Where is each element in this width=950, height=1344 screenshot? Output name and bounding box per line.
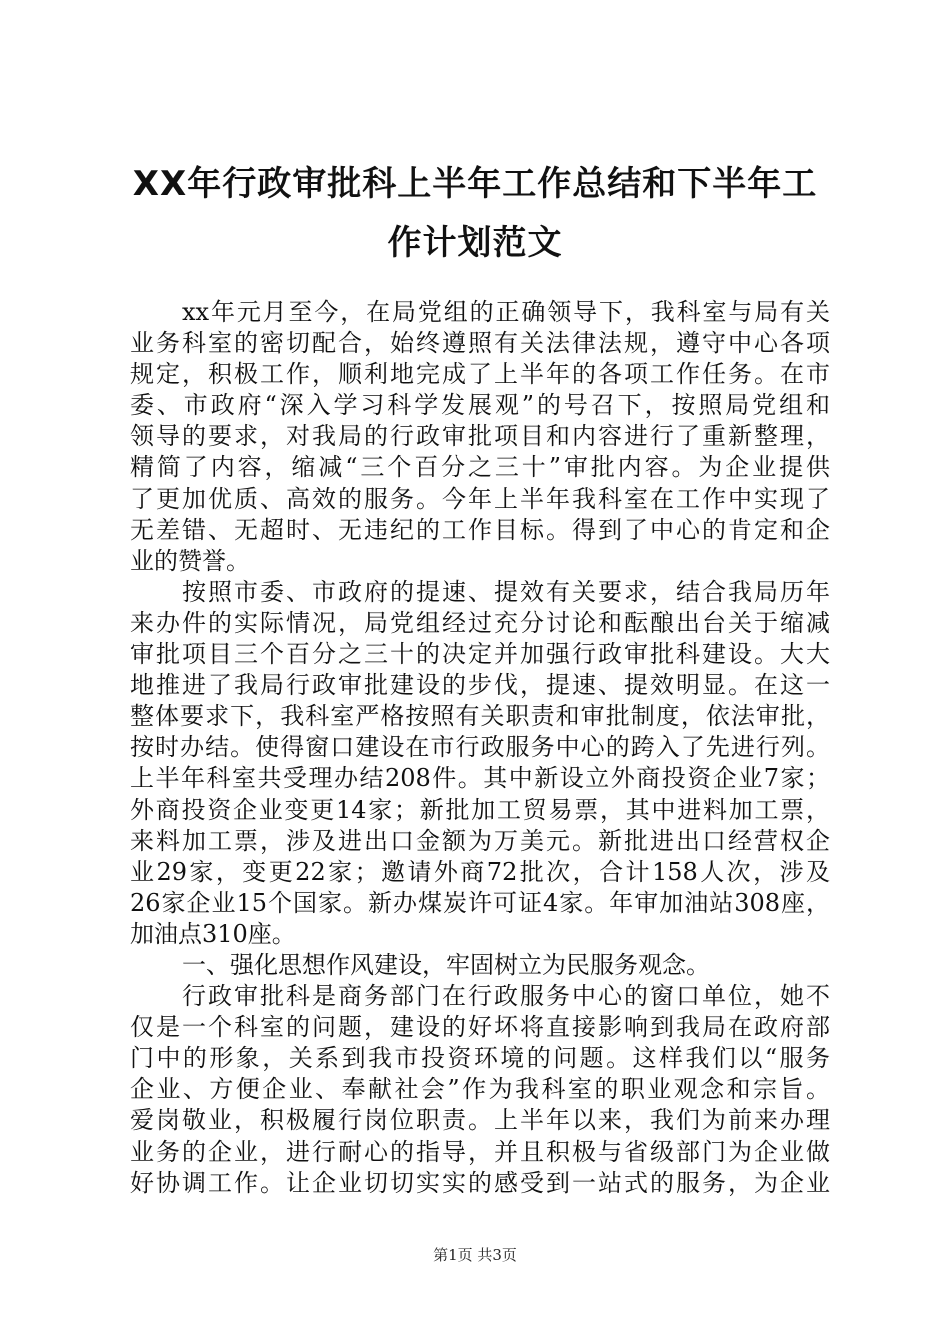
text-line: 行政审批科是商务部门在行政服务中心的窗口单位，她不 bbox=[182, 982, 830, 1011]
text-line: 企业、方便企业、奉献社会”作为我科室的职业观念和宗旨。 bbox=[130, 1075, 830, 1104]
text-line: 地推进了我局行政审批建设的步伐，提速、提效明显。在这一 bbox=[130, 671, 830, 700]
text-line: 精简了内容，缩减“三个百分之三十”审批内容。为企业提供 bbox=[130, 453, 830, 482]
page-footer: 第1页 共3页 bbox=[433, 1246, 517, 1264]
text-line: 按时办结。使得窗口建设在市行政服务中心的跨入了先进行列。 bbox=[130, 733, 830, 762]
document-title-line-2: 作计划范文 bbox=[387, 223, 563, 263]
text-line: 业务的企业，进行耐心的指导，并且积极与省级部门为企业做 bbox=[130, 1137, 830, 1166]
text-line: 了更加优质、高效的服务。今年上半年我科室在工作中实现了 bbox=[130, 484, 830, 513]
text-line: 规定，积极工作，顺利地完成了上半年的各项工作任务。在市 bbox=[130, 360, 830, 389]
document-title-line-1: XX年行政审批科上半年工作总结和下半年工 bbox=[132, 164, 818, 204]
text-line: 上半年科室共受理办结208件。其中新设立外商投资企业7家； bbox=[130, 764, 830, 793]
document-body bbox=[130, 297, 830, 1199]
text-line: 仅是一个科室的问题，建设的好坏将直接影响到我局在政府部 bbox=[130, 1013, 830, 1042]
text-line: 爱岗敬业，积极履行岗位职责。上半年以来，我们为前来办理 bbox=[130, 1106, 830, 1135]
text-line: 26家企业15个国家。新办煤炭许可证4家。年审加油站308座， bbox=[130, 888, 830, 917]
text-line: 外商投资企业变更14家；新批加工贸易票，其中进料加工票， bbox=[130, 795, 830, 824]
text-line: 业29家，变更22家；邀请外商72批次，合计158人次，涉及 bbox=[130, 857, 830, 886]
text-line: 业务科室的密切配合，始终遵照有关法律法规，遵守中心各项 bbox=[130, 329, 830, 358]
text-line: 门中的形象，关系到我市投资环境的问题。这样我们以“服务 bbox=[130, 1044, 830, 1073]
text-line: 领导的要求，对我局的行政审批项目和内容进行了重新整理， bbox=[130, 422, 830, 451]
text-line: 业的赞誉。 bbox=[130, 546, 250, 575]
text-line: 委、市政府“深入学习科学发展观”的号召下，按照局党组和 bbox=[130, 391, 830, 420]
text-line: 来料加工票，涉及进出口金额为万美元。新批进出口经营权企 bbox=[130, 826, 830, 855]
text-line: 整体要求下，我科室严格按照有关职责和审批制度，依法审批， bbox=[130, 702, 830, 731]
section-heading: 一、强化思想作风建设，牢固树立为民服务观念。 bbox=[182, 950, 710, 979]
text-line: 好协调工作。让企业切切实实的感受到一站式的服务，为企业 bbox=[130, 1168, 830, 1197]
text-line: 加油点310座。 bbox=[130, 919, 296, 948]
text-line: 无差错、无超时、无违纪的工作目标。得到了中心的肯定和企 bbox=[130, 515, 830, 544]
text-line: xx年元月至今，在局党组的正确领导下，我科室与局有关 bbox=[182, 298, 830, 326]
text-line: 审批项目三个百分之三十的决定并加强行政审批科建设。大大 bbox=[130, 640, 830, 669]
text-line: 按照市委、市政府的提速、提效有关要求，结合我局历年 bbox=[182, 577, 830, 606]
text-line: 来办件的实际情况，局党组经过充分讨论和酝酿出台关于缩减 bbox=[130, 608, 830, 637]
